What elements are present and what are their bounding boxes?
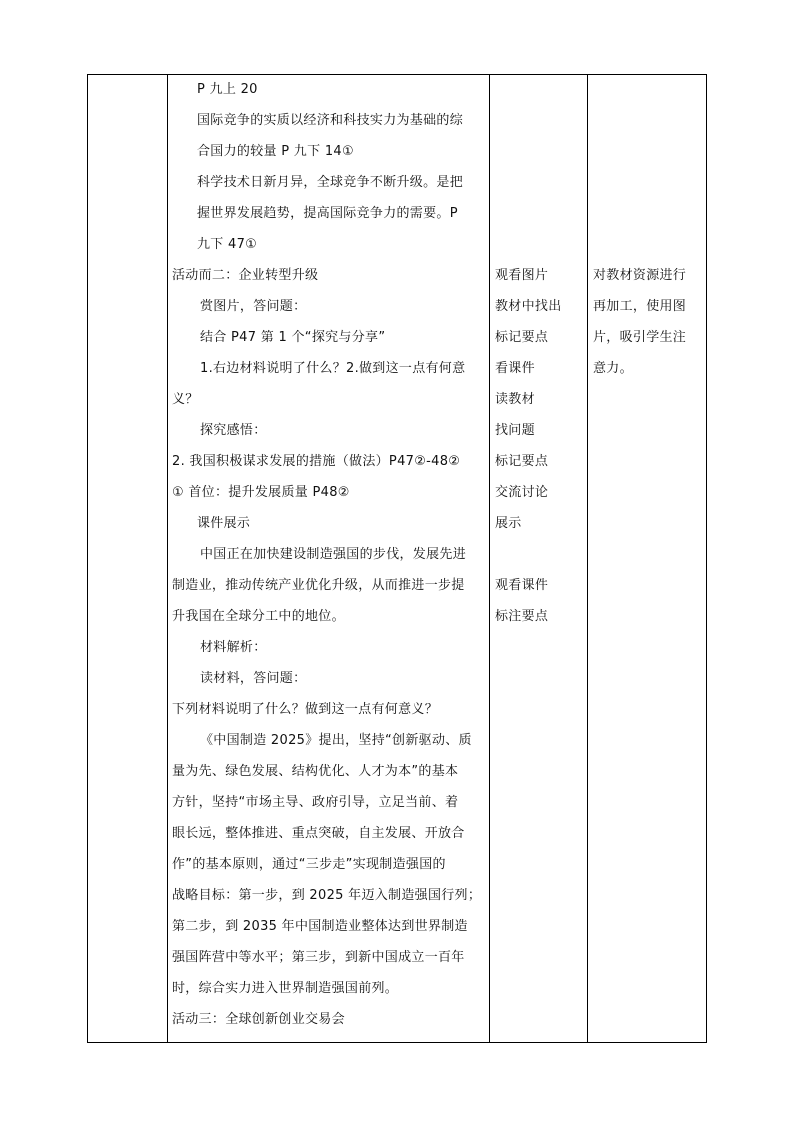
activity-heading: 活动三：全球创新创业交易会 bbox=[172, 1012, 345, 1027]
student-step: 标注要点 bbox=[495, 609, 549, 624]
student-activity-cell bbox=[490, 75, 586, 1042]
content-line: P 九上 20 bbox=[197, 82, 258, 97]
design-line: 再加工，使用图 bbox=[593, 299, 687, 314]
content-line: 义？ bbox=[172, 392, 199, 407]
content-line: 材料解析： bbox=[200, 640, 267, 655]
student-step: 读教材 bbox=[495, 392, 535, 407]
content-line: 制造业，推动传统产业优化升级，从而推进一步提 bbox=[172, 578, 465, 593]
student-step: 标记要点 bbox=[495, 454, 549, 469]
content-line: 赏图片，答问题： bbox=[200, 299, 307, 314]
design-line: 片，吸引学生注 bbox=[593, 330, 687, 345]
student-step: 找问题 bbox=[495, 423, 535, 438]
content-line: 课件展示 bbox=[197, 516, 251, 531]
content-line: 量为先、绿色发展、结构优化、人才为本”的基本 bbox=[172, 764, 459, 779]
content-line: 升我国在全球分工中的地位。 bbox=[172, 609, 345, 624]
student-step: 标记要点 bbox=[495, 330, 549, 345]
content-line: 中国正在加快建设制造强国的步伐，发展先进 bbox=[200, 547, 467, 562]
content-line: 《中国制造 2025》提出，坚持“创新驱动、质 bbox=[200, 733, 472, 748]
student-step: 交流讨论 bbox=[495, 485, 549, 500]
content-line: 下列材料说明了什么？做到这一点有何意义？ bbox=[172, 702, 439, 717]
design-intent-cell bbox=[588, 75, 706, 1042]
content-line: 国际竞争的实质以经济和科技实力为基础的综 bbox=[197, 113, 464, 128]
student-step: 教材中找出 bbox=[495, 299, 562, 314]
content-line: 探究感悟： bbox=[200, 423, 267, 438]
design-line: 意力。 bbox=[593, 361, 633, 376]
content-line: 科学技术日新月异，全球竞争不断升级。是把 bbox=[197, 175, 464, 190]
content-line: 眼长远，整体推进、重点突破，自主发展、开放合 bbox=[172, 826, 465, 841]
design-line: 对教材资源进行 bbox=[593, 268, 687, 283]
content-line: 握世界发展趋势，提高国际竞争力的需要。P bbox=[197, 206, 458, 221]
content-line: 2. 我国积极谋求发展的措施（做法）P47②-48② bbox=[172, 454, 461, 469]
content-line: 1.右边材料说明了什么？2.做到这一点有何意 bbox=[200, 361, 466, 376]
content-line: 强国阵营中等水平；第三步，到新中国成立一百年 bbox=[172, 950, 465, 965]
content-line: 九下 47① bbox=[197, 237, 258, 252]
lesson-table bbox=[87, 74, 707, 1043]
content-line: 战略目标：第一步，到 2025 年迈入制造强国行列； bbox=[172, 888, 482, 903]
activity-heading: 活动而二：企业转型升级 bbox=[172, 268, 319, 283]
content-line: ① 首位：提升发展质量 P48② bbox=[172, 485, 350, 500]
content-line: 第二步，到 2035 年中国制造业整体达到世界制造 bbox=[172, 919, 468, 934]
content-line: 作”的基本原则，通过“三步走”实现制造强国的 bbox=[172, 857, 446, 872]
content-line: 方针，坚持“市场主导、政府引导，立足当前、着 bbox=[172, 795, 459, 810]
teaching-content-cell bbox=[167, 75, 489, 1042]
student-step: 观看图片 bbox=[495, 268, 549, 283]
student-step: 展示 bbox=[495, 516, 522, 531]
content-line: 时，综合实力进入世界制造强国前列。 bbox=[172, 981, 399, 996]
content-line: 合国力的较量 P 九下 14① bbox=[197, 144, 354, 159]
content-line: 读材料，答问题： bbox=[200, 671, 307, 686]
student-step: 看课件 bbox=[495, 361, 535, 376]
content-line: 结合 P47 第 1 个“探究与分享” bbox=[200, 330, 386, 345]
student-step: 观看课件 bbox=[495, 578, 549, 593]
